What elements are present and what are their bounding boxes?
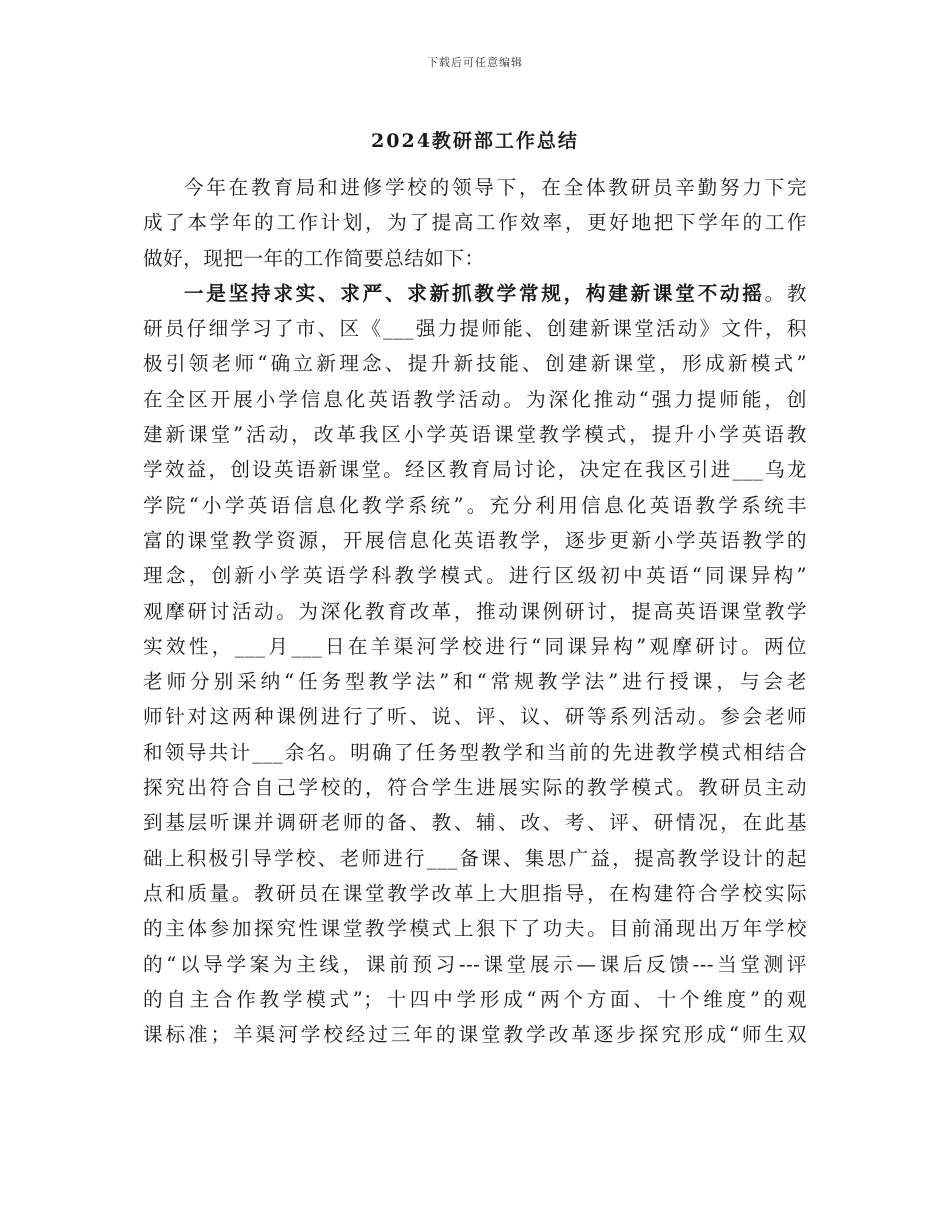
page-header-note: 下载后可任意编辑 xyxy=(427,56,523,69)
paragraph-line: 础上积极引导学校、老师进行___备课、集思广益，提高教学设计的起 xyxy=(143,846,807,870)
paragraph-line xyxy=(143,276,807,311)
paragraph-line: 理念，创新小学英语学科教学模式。进行区级初中英语“同课异构” xyxy=(143,564,807,588)
paragraph-line: 富的课堂教学资源，开展信息化英语教学，逐步更新小学英语教学的 xyxy=(143,528,807,552)
paragraph-line: 课标准；羊渠河学校经过三年的课堂教学改革逐步探究形成“师生双 xyxy=(143,1023,807,1047)
paragraph-line: 做好，现把一年的工作简要总结如下： xyxy=(143,246,485,270)
paragraph-line: 在全区开展小学信息化英语教学活动。为深化推动“强力提师能，创 xyxy=(143,387,807,411)
document-body xyxy=(143,170,807,1052)
paragraph-line: 的“以导学案为主线，课前预习---课堂展示—课后反馈---当堂测评 xyxy=(143,952,807,976)
paragraph-line: 观摩研讨活动。为深化教育改革，推动课例研讨，提高英语课堂教学 xyxy=(143,599,807,623)
paragraph-line: 到基层听课并调研老师的备、教、辅、改、考、评、研情况，在此基 xyxy=(143,811,807,835)
paragraph-line: 老师分别采纳“任务型教学法”和“常规教学法”进行授课，与会老 xyxy=(143,670,807,694)
paragraph-line: 学院“小学英语信息化教学系统”。充分利用信息化英语教学系统丰 xyxy=(143,493,807,517)
paragraph-line: 的主体参加探究性课堂教学模式上狠下了功夫。目前涌现出万年学校 xyxy=(143,917,807,941)
paragraph-line: 的自主合作教学模式”；十四中学形成“两个方面、十个维度”的观 xyxy=(143,987,807,1011)
paragraph-line: 成了本学年的工作计划，为了提高工作效率，更好地把下学年的工作 xyxy=(143,211,807,235)
paragraph-line: 今年在教育局和进修学校的领导下，在全体教研员辛勤努力下完 xyxy=(184,176,807,199)
document-title: 2024教研部工作总结 xyxy=(371,130,579,152)
section-heading: 一是坚持求实、求严、求新抓教学常规，构建新课堂不动摇 xyxy=(184,281,765,305)
paragraph-line: 建新课堂”活动，改革我区小学英语课堂教学模式，提升小学英语教 xyxy=(143,423,807,447)
paragraph-line: 学效益，创设英语新课堂。经区教育局讨论，决定在我区引进___乌龙 xyxy=(143,458,807,482)
paragraph-line: 点和质量。教研员在课堂教学改革上大胆指导，在构建符合学校实际 xyxy=(143,881,807,905)
paragraph-line: 探究出符合自己学校的，符合学生进展实际的教学模式。教研员主动 xyxy=(143,776,807,800)
paragraph-line: 研员仔细学习了市、区《___强力提师能、创建新课堂活动》文件，积 xyxy=(143,317,807,341)
paragraph-text: 。教 xyxy=(764,281,808,305)
paragraph-line: 极引领老师“确立新理念、提升新技能、创建新课堂，形成新模式” xyxy=(143,352,807,376)
paragraph-line: 和领导共计___余名。明确了任务型教学和当前的先进教学模式相结合 xyxy=(143,740,807,764)
paragraph-line: 师针对这两种课例进行了听、说、评、议、研等系列活动。参会老师 xyxy=(143,705,807,729)
paragraph-line: 实效性，___月___日在羊渠河学校进行“同课异构”观摩研讨。两位 xyxy=(143,634,807,658)
